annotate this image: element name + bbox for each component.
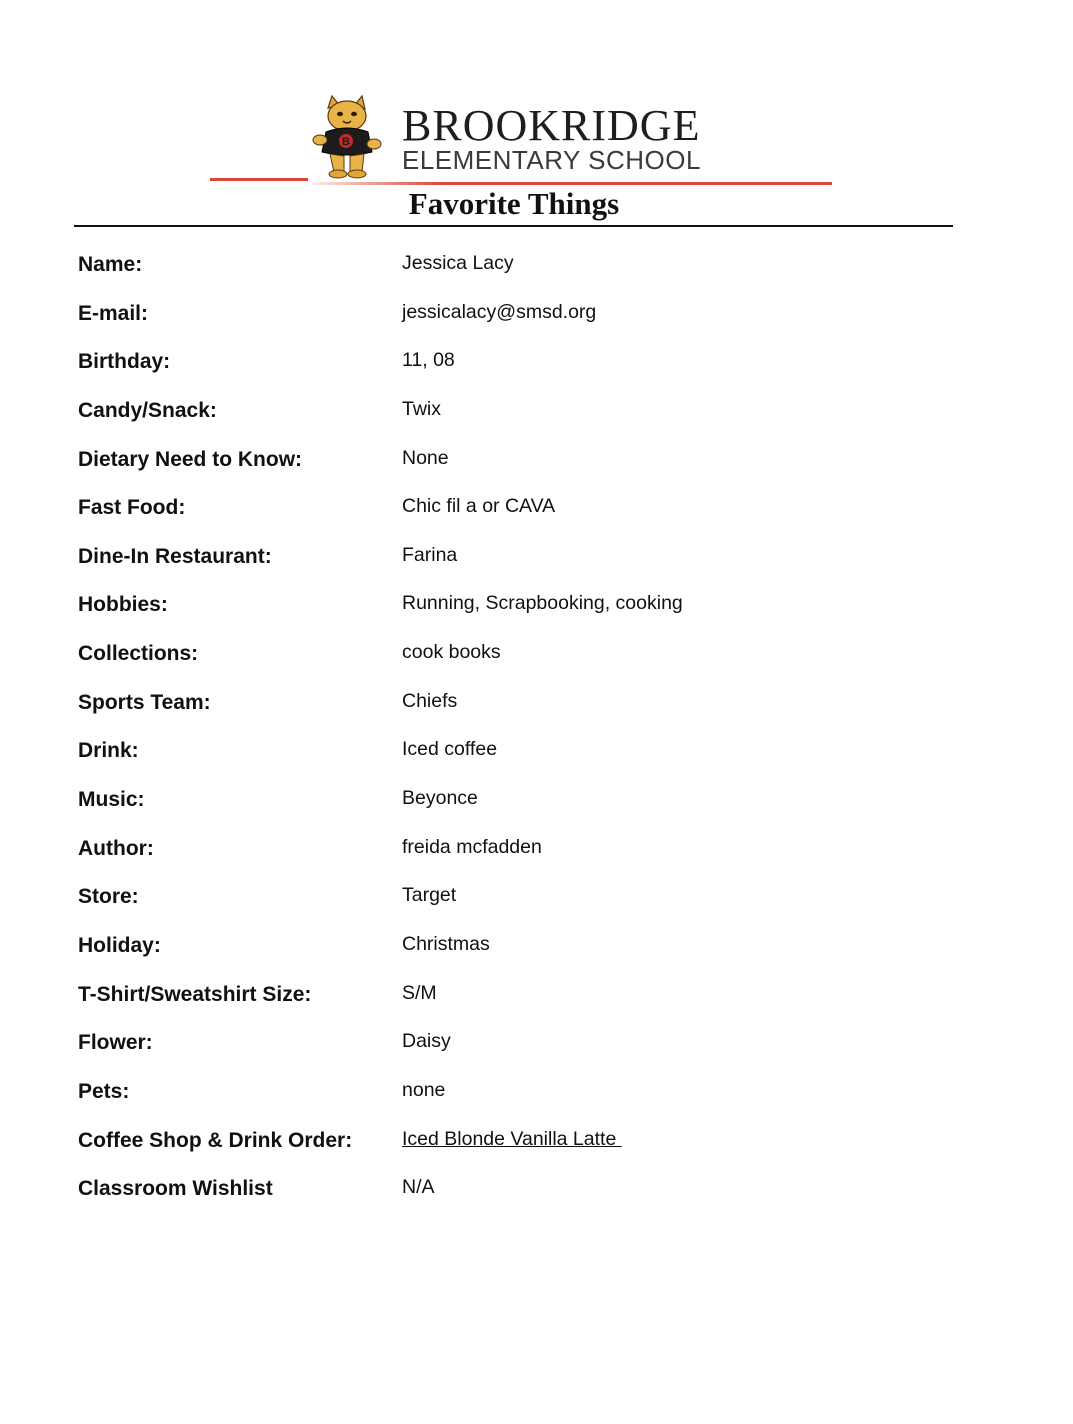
- field-label: Hobbies:: [78, 593, 168, 617]
- field-row-author: [0, 831, 1073, 880]
- field-row-name: [0, 247, 1073, 296]
- field-value: N/A: [402, 1176, 435, 1199]
- field-value: Twix: [402, 397, 441, 420]
- mascot-letter: B: [342, 136, 350, 148]
- field-label: Pets:: [78, 1079, 130, 1103]
- field-label: Drink:: [78, 739, 139, 763]
- page-title: Favorite Things: [408, 186, 620, 221]
- favorite-things-list: [0, 247, 1073, 1220]
- field-row-dine-in-restaurant: [0, 539, 1073, 588]
- field-label: Candy/Snack:: [78, 398, 217, 422]
- field-value: Chic fil a or CAVA: [402, 495, 556, 518]
- field-value: cook books: [402, 641, 501, 664]
- field-label: Name:: [78, 253, 143, 276]
- field-row-store: [0, 879, 1073, 928]
- field-value: Chiefs: [402, 689, 458, 712]
- field-value: Iced coffee: [402, 738, 498, 761]
- field-value: S/M: [402, 981, 437, 1004]
- title-divider: [74, 225, 953, 227]
- school-subtitle: ELEMENTARY SCHOOL: [402, 145, 701, 175]
- field-label: Store:: [78, 885, 139, 909]
- field-label: Sports Team:: [78, 690, 211, 714]
- field-row-drink: [0, 733, 1073, 782]
- accent-divider-right: [312, 182, 832, 185]
- field-row-coffee-order: [0, 1123, 1073, 1172]
- field-value: Farina: [402, 543, 458, 566]
- field-row-shirt-size: [0, 977, 1073, 1026]
- field-row-classroom-wishlist: [0, 1171, 1073, 1220]
- field-row-dietary-need: [0, 442, 1073, 491]
- field-value: Daisy: [402, 1030, 451, 1053]
- field-label: Fast Food:: [78, 496, 186, 520]
- field-value: Jessica Lacy: [402, 252, 514, 274]
- field-row-birthday: [0, 344, 1073, 393]
- field-row-holiday: [0, 928, 1073, 977]
- field-row-sports-team: [0, 685, 1073, 734]
- field-row-collections: [0, 636, 1073, 685]
- field-row-music: [0, 782, 1073, 831]
- field-label: Classroom Wishlist: [78, 1177, 273, 1201]
- field-row-email: [0, 296, 1073, 345]
- field-value: Beyonce: [402, 787, 478, 810]
- field-value: none: [402, 1078, 446, 1101]
- field-row-hobbies: [0, 587, 1073, 636]
- field-value: Target: [402, 884, 457, 907]
- field-value: None: [402, 446, 449, 469]
- field-value: jessicalacy@smsd.org: [402, 300, 597, 323]
- field-value: Running, Scrapbooking, cooking: [402, 592, 683, 615]
- accent-divider-left: [210, 178, 308, 181]
- field-label: Holiday:: [78, 933, 161, 957]
- field-label: Author:: [78, 836, 154, 860]
- field-value: Iced Blonde Vanilla Latte: [402, 1127, 622, 1150]
- field-label: Music:: [78, 788, 145, 812]
- school-name: BROOKRIDGE: [402, 101, 701, 150]
- field-value: 11, 08: [402, 349, 455, 372]
- field-row-candy-snack: [0, 393, 1073, 442]
- field-row-pets: [0, 1074, 1073, 1123]
- field-row-fast-food: [0, 490, 1073, 539]
- field-row-flower: [0, 1025, 1073, 1074]
- field-value: freida mcfadden: [402, 835, 542, 858]
- field-label: Coffee Shop & Drink Order:: [78, 1128, 353, 1152]
- bobcat-mascot-logo: [310, 94, 382, 180]
- field-label: Dine-In Restaurant:: [78, 544, 272, 568]
- field-value: Christmas: [402, 932, 490, 955]
- field-label: Birthday:: [78, 350, 171, 374]
- field-label: T-Shirt/Sweatshirt Size:: [78, 982, 312, 1006]
- document-header: [0, 0, 1073, 240]
- field-label: Collections:: [78, 642, 199, 666]
- field-label: Flower:: [78, 1031, 153, 1055]
- field-label: Dietary Need to Know:: [78, 447, 303, 471]
- field-label: E-mail:: [78, 301, 149, 325]
